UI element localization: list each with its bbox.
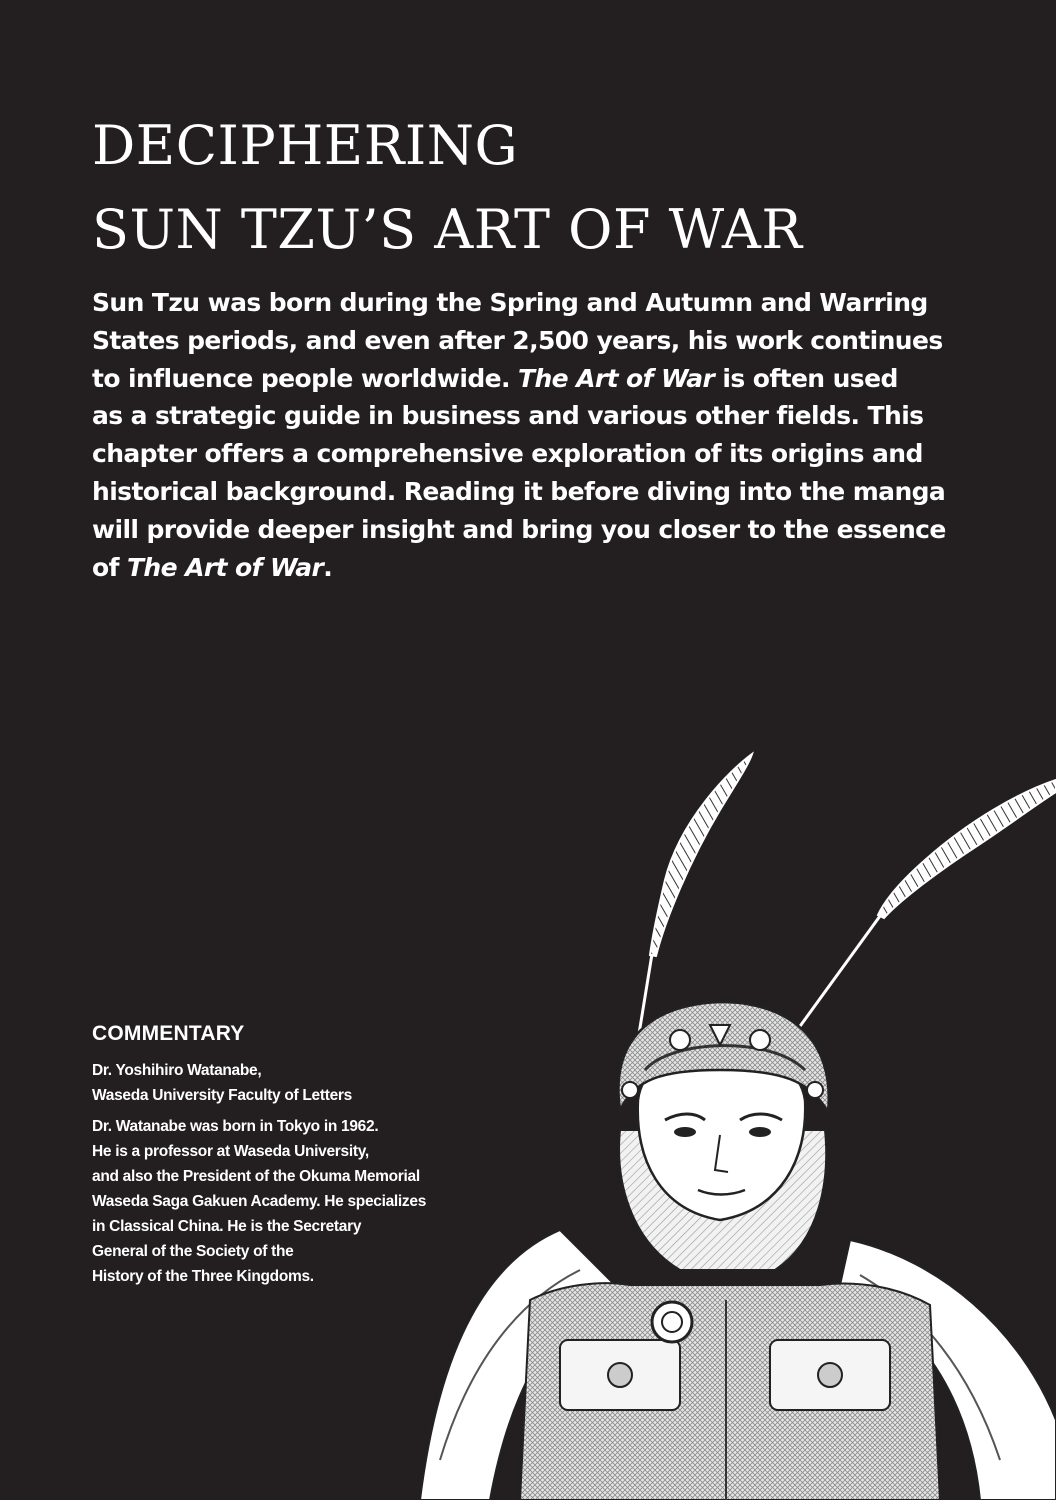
intro-line: chapter offers a comprehensive exploration of its origins and [92, 439, 923, 469]
bio-line: He is a professor at Waseda University, [92, 1143, 369, 1160]
page-title [92, 104, 992, 272]
title-line-1: DECIPHERING [92, 114, 519, 177]
intro-text: . [323, 552, 333, 582]
commentary-heading: COMMENTARY [92, 1022, 245, 1045]
intro-line: will provide deeper insight and bring you closer to the essence [92, 514, 946, 544]
intro-text: is often used [714, 363, 898, 393]
author-affiliation: Waseda University Faculty of Letters [92, 1087, 352, 1104]
intro-line: Sun Tzu was born during the Spring and Autumn and Warring [92, 288, 928, 317]
bio-line: Dr. Watanabe was born in Tokyo in 1962. [92, 1118, 379, 1135]
bio-line: in Classical China. He is the Secretary [92, 1218, 362, 1235]
intro-line: States periods, and even after 2,500 years, his work continues [92, 325, 943, 355]
intro-text: of [92, 552, 127, 582]
right-feather-icon [790, 780, 1056, 1040]
bio-line: General of the Society of the [92, 1243, 294, 1260]
warrior-illustration-icon [380, 740, 1056, 1500]
cape-clasp-icon [652, 1302, 692, 1342]
intro-line [92, 360, 982, 398]
intro-line [92, 549, 982, 587]
left-feather-icon [638, 754, 752, 1040]
intro-text: to influence people worldwide. [92, 363, 519, 393]
bio-line: History of the Three Kingdoms. [92, 1268, 314, 1285]
intro-line: historical background. Reading it before diving into the manga [92, 476, 946, 506]
bio-line: and also the President of the Okuma Memorial [92, 1168, 420, 1185]
intro-line: as a strategic guide in business and various other fields. This [92, 401, 924, 431]
author-name: Dr. Yoshihiro Watanabe, [92, 1062, 262, 1079]
intro-paragraph [92, 284, 982, 586]
book-title-italic: The Art of War [518, 363, 715, 393]
book-title-italic: The Art of War [126, 552, 324, 582]
bio-line: Waseda Saga Gakuen Academy. He specializes [92, 1193, 427, 1210]
title-line-2: SUN TZU’S ART OF WAR [92, 198, 803, 261]
